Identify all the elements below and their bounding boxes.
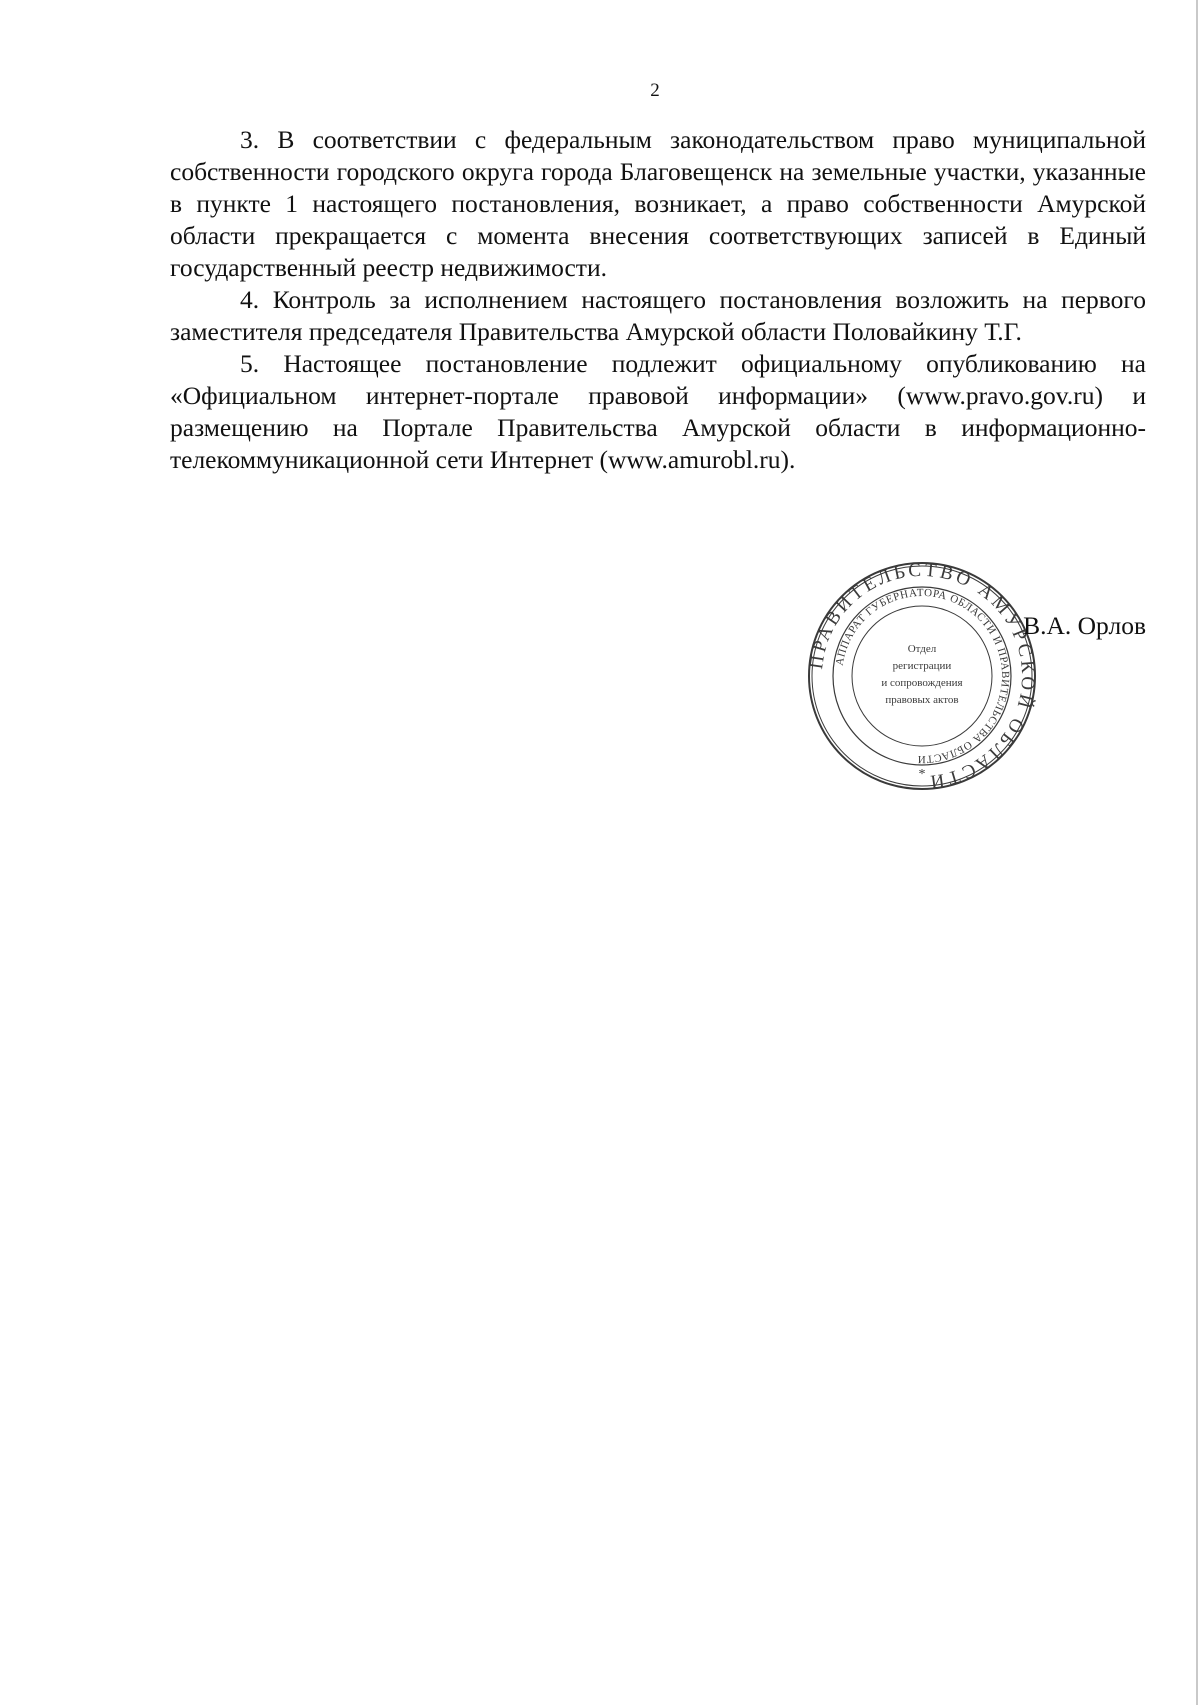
seal-star-icon: * <box>918 767 926 782</box>
official-seal <box>806 560 1038 792</box>
seal-center-line-1: Отдел <box>907 643 937 655</box>
document-body <box>170 124 1146 476</box>
paragraph-4: 4. Контроль за исполнением настоящего постановления возложить на первого заместителя председателя Правительства Амурской области Половайкину Т.Г. <box>170 285 1146 346</box>
seal-center-line-3: и сопровождения <box>881 677 963 689</box>
seal-center-line-2: регистрации <box>892 660 952 672</box>
page-edge <box>1196 0 1198 1705</box>
signatory-name: В.А. Орлов <box>1023 611 1146 640</box>
paragraph-3: 3. В соответствии с федеральным законодательством право муниципальной собственности городского округа города Благовещенск на земельные участки, указанные в пункте 1 настоящего постановления, возникает, а право собственности Амурской области прекращается с момента внесения соответствующих записей в Единый государственный реестр недвижимости. <box>170 125 1146 282</box>
page-number: 2 <box>650 80 660 101</box>
svg-text:АППАРАТ ГУБЕРНАТОРА ОБЛАСТИ И <box>834 587 1011 765</box>
seal-outer-text: ПРАВИТЕЛЬСТВО АМУРСКОЙ ОБЛАСТИ <box>806 560 1038 792</box>
seal-inner-text: АППАРАТ ГУБЕРНАТОРА ОБЛАСТИ И ПРАВИТЕЛЬСТВА ОБЛАСТИ <box>833 586 1012 766</box>
seal-center-line-4: правовых актов <box>885 694 959 706</box>
seal-graphic <box>806 560 1038 792</box>
paragraph-5: 5. Настоящее постановление подлежит официальному опубликованию на «Официальном интернет-портале правовой информации» (www.pravo.gov.ru) и размещению на Портале Правительства Амурской области в информационно-телекоммуникационной сети Интернет (www.amurobl.ru). <box>170 349 1146 474</box>
